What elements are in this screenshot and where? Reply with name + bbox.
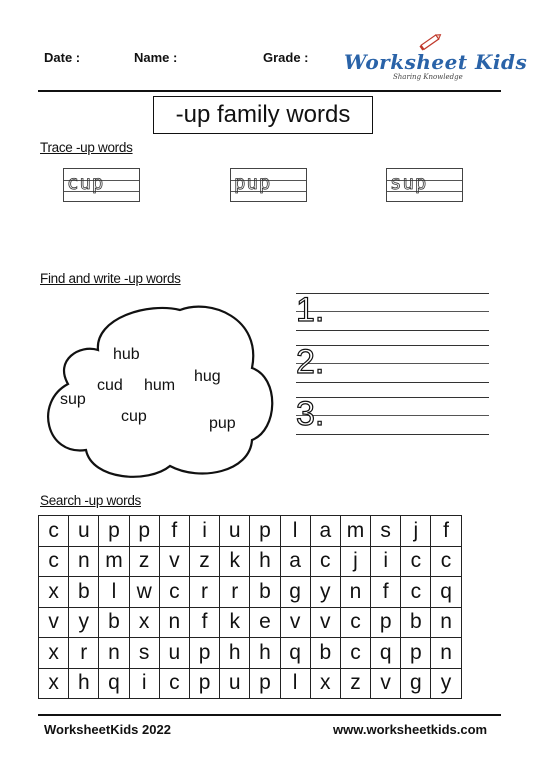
grid-row <box>39 638 462 669</box>
grid-cell[interactable]: p <box>99 516 129 547</box>
grid-cell[interactable]: c <box>310 546 340 577</box>
trace-word: cup <box>67 172 105 194</box>
grid-cell[interactable]: y <box>310 577 340 608</box>
grid-cell[interactable]: n <box>340 577 370 608</box>
grid-cell[interactable]: b <box>310 638 340 669</box>
grid-cell[interactable]: v <box>39 607 69 638</box>
grid-cell[interactable]: l <box>280 668 310 699</box>
grid-cell[interactable]: b <box>99 607 129 638</box>
grid-cell[interactable]: c <box>340 607 370 638</box>
grid-cell[interactable]: u <box>69 516 99 547</box>
trace-box-3 <box>386 168 463 202</box>
cloud-word: hug <box>194 368 221 385</box>
grid-cell[interactable]: i <box>189 516 219 547</box>
grid-row <box>39 577 462 608</box>
grid-cell[interactable]: u <box>220 516 250 547</box>
grid-cell[interactable]: n <box>159 607 189 638</box>
grid-cell[interactable]: g <box>401 668 431 699</box>
trace-word: pup <box>234 172 272 194</box>
write-line-1[interactable] <box>296 293 489 331</box>
line-number: 1. <box>296 291 325 329</box>
grid-cell[interactable]: n <box>431 607 461 638</box>
grid-cell[interactable]: p <box>189 638 219 669</box>
logo-tagline: Sharing Knowledge <box>393 73 463 81</box>
grid-cell[interactable]: p <box>250 668 280 699</box>
cloud-word: cup <box>121 408 147 425</box>
grid-cell[interactable]: m <box>340 516 370 547</box>
grid-cell[interactable]: v <box>310 607 340 638</box>
grid-cell[interactable]: q <box>431 577 461 608</box>
grid-cell[interactable]: e <box>250 607 280 638</box>
write-line-3[interactable] <box>296 397 489 435</box>
grid-cell[interactable]: j <box>340 546 370 577</box>
grid-cell[interactable]: f <box>189 607 219 638</box>
name-label: Name : <box>134 50 178 65</box>
grid-cell[interactable]: x <box>129 607 159 638</box>
line-number: 2. <box>296 343 325 381</box>
grid-cell[interactable]: c <box>340 638 370 669</box>
grid-cell[interactable]: a <box>310 516 340 547</box>
grid-cell[interactable]: x <box>39 577 69 608</box>
cloud-word: sup <box>60 391 86 408</box>
footer-rule <box>38 714 501 716</box>
line-number: 3. <box>296 395 325 433</box>
grid-cell[interactable]: j <box>401 516 431 547</box>
cloud-word: hum <box>144 377 176 394</box>
date-label: Date : <box>44 50 81 65</box>
grid-cell[interactable]: p <box>189 668 219 699</box>
grid-cell[interactable]: v <box>280 607 310 638</box>
grid-cell[interactable]: f <box>371 577 401 608</box>
grid-cell[interactable]: b <box>250 577 280 608</box>
grid-cell[interactable]: r <box>220 577 250 608</box>
grid-cell[interactable]: k <box>220 546 250 577</box>
grid-cell[interactable]: c <box>401 546 431 577</box>
grid-cell[interactable]: p <box>371 607 401 638</box>
header-rule <box>38 90 501 92</box>
trace-heading: Trace -up words <box>40 140 133 155</box>
pencil-icon <box>418 32 444 52</box>
grid-cell[interactable]: z <box>189 546 219 577</box>
grid-cell[interactable]: v <box>371 668 401 699</box>
grid-cell[interactable]: h <box>69 668 99 699</box>
trace-box-1 <box>63 168 140 202</box>
grid-cell[interactable]: x <box>39 638 69 669</box>
cloud-word: cud <box>97 377 123 394</box>
grid-cell[interactable]: f <box>431 516 461 547</box>
grid-cell[interactable]: p <box>129 516 159 547</box>
grid-cell[interactable]: c <box>39 546 69 577</box>
grid-cell[interactable]: c <box>159 668 189 699</box>
grid-cell[interactable]: u <box>159 638 189 669</box>
grid-cell[interactable]: v <box>159 546 189 577</box>
grid-cell[interactable]: p <box>401 638 431 669</box>
footer-copyright: WorksheetKids 2022 <box>44 722 171 737</box>
grid-cell[interactable]: m <box>99 546 129 577</box>
grid-cell[interactable]: i <box>371 546 401 577</box>
grid-cell[interactable]: b <box>69 577 99 608</box>
grid-cell[interactable]: c <box>431 546 461 577</box>
grid-cell[interactable]: a <box>280 546 310 577</box>
trace-word: sup <box>390 172 428 194</box>
grid-cell[interactable]: q <box>280 638 310 669</box>
grid-cell[interactable]: r <box>69 638 99 669</box>
logo: Worksheet Kids <box>344 50 528 74</box>
grid-cell[interactable]: c <box>39 516 69 547</box>
grid-row <box>39 668 462 699</box>
footer-website: www.worksheetkids.com <box>333 722 488 737</box>
grid-row <box>39 546 462 577</box>
page-title: -up family words <box>153 96 373 134</box>
grade-label: Grade : <box>263 50 309 65</box>
grid-cell[interactable]: p <box>250 516 280 547</box>
grid-cell[interactable]: z <box>340 668 370 699</box>
grid-cell[interactable]: g <box>280 577 310 608</box>
grid-row <box>39 607 462 638</box>
grid-cell[interactable]: h <box>220 638 250 669</box>
grid-cell[interactable]: n <box>99 638 129 669</box>
find-heading: Find and write -up words <box>40 271 181 286</box>
grid-cell[interactable]: w <box>129 577 159 608</box>
grid-row <box>39 516 462 547</box>
grid-cell[interactable]: l <box>99 577 129 608</box>
grid-cell[interactable]: i <box>129 668 159 699</box>
grid-cell[interactable]: f <box>159 516 189 547</box>
grid-cell[interactable]: q <box>371 638 401 669</box>
grid-cell[interactable]: n <box>69 546 99 577</box>
grid-cell[interactable]: h <box>250 638 280 669</box>
grid-cell[interactable]: l <box>280 516 310 547</box>
grid-cell[interactable]: x <box>310 668 340 699</box>
search-heading: Search -up words <box>40 493 141 508</box>
grid-cell[interactable]: c <box>159 577 189 608</box>
grid-cell[interactable]: y <box>431 668 461 699</box>
grid-cell[interactable]: x <box>39 668 69 699</box>
grid-cell[interactable]: c <box>401 577 431 608</box>
grid-cell[interactable]: s <box>371 516 401 547</box>
grid-cell[interactable]: s <box>129 638 159 669</box>
grid-cell[interactable]: z <box>129 546 159 577</box>
grid-cell[interactable]: b <box>401 607 431 638</box>
grid-cell[interactable]: k <box>220 607 250 638</box>
grid-cell[interactable]: u <box>220 668 250 699</box>
grid-cell[interactable]: r <box>189 577 219 608</box>
cloud-word: hub <box>113 346 140 363</box>
grid-cell[interactable]: q <box>99 668 129 699</box>
grid-cell[interactable]: y <box>69 607 99 638</box>
grid-cell[interactable]: n <box>431 638 461 669</box>
grid-cell[interactable]: h <box>250 546 280 577</box>
cloud-word: pup <box>209 415 236 432</box>
write-line-2[interactable] <box>296 345 489 383</box>
trace-box-2 <box>230 168 307 202</box>
word-search-grid <box>38 515 462 699</box>
